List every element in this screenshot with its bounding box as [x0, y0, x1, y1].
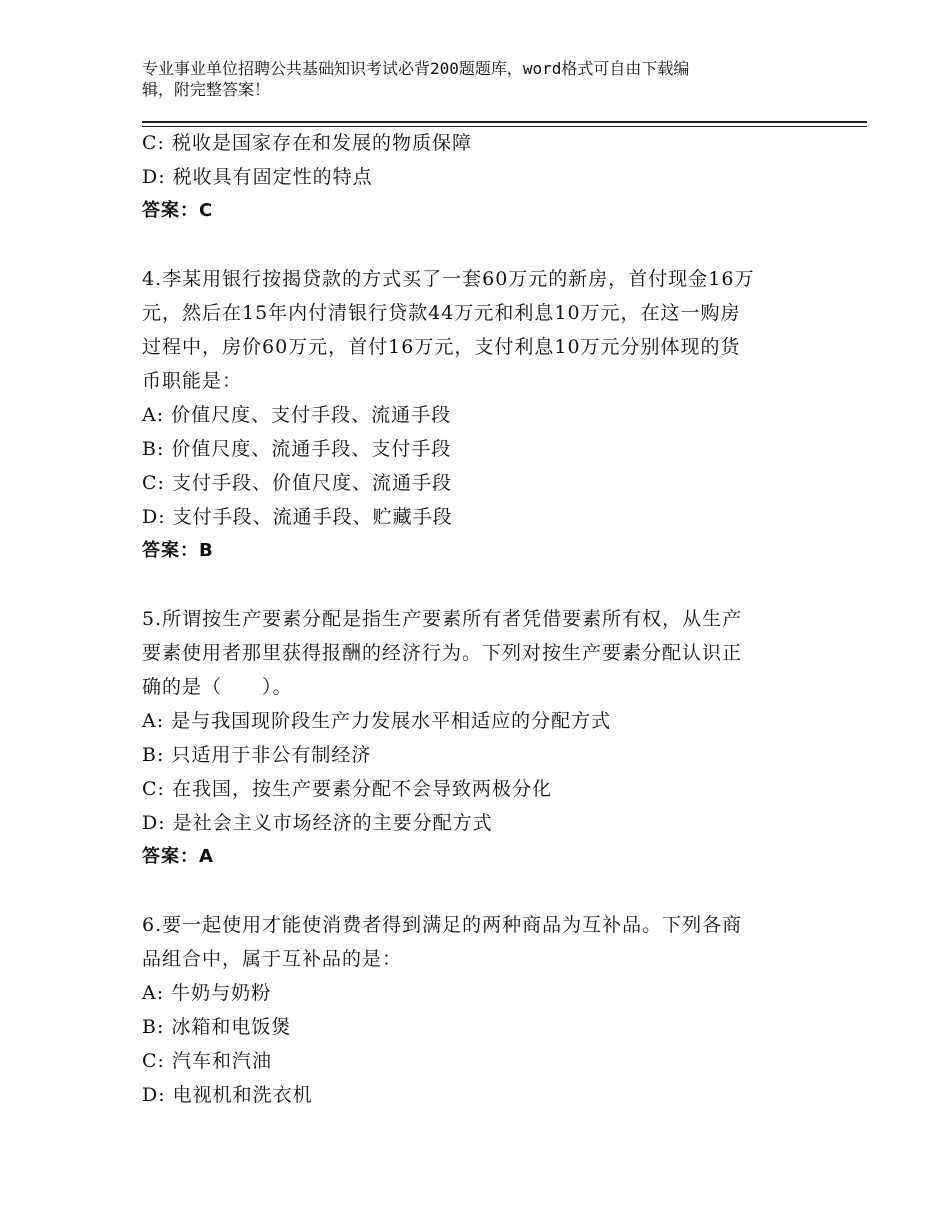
- q4-option-c: C: 支付手段、价值尺度、流通手段: [142, 472, 452, 494]
- q5-option-b: B: 只适用于非公有制经济: [142, 744, 372, 766]
- q5-stem-line: 要素使用者那里获得报酬的经济行为。下列对按生产要素分配认识正: [142, 642, 743, 664]
- header-line-2: 辑，附完整答案！: [142, 80, 271, 99]
- q6-option-c: C: 汽车和汽油: [142, 1050, 272, 1072]
- q5-option-c: C: 在我国，按生产要素分配不会导致两极分化: [142, 778, 552, 800]
- q4-option-d: D: 支付手段、流通手段、贮藏手段: [142, 506, 453, 528]
- spacer: [142, 228, 822, 262]
- spacer: [142, 874, 822, 908]
- spacer: [142, 568, 822, 602]
- header-line-1: 专业事业单位招聘公共基础知识考试必背200题题库，word格式可自由下载编: [142, 59, 690, 78]
- q6-stem-line: 品组合中，属于互补品的是：: [142, 948, 403, 970]
- q6-option-b: B: 冰箱和电饭煲: [142, 1016, 292, 1038]
- q6-option-d: D: 电视机和洗衣机: [142, 1084, 313, 1106]
- header-divider-thick: [142, 121, 867, 123]
- q4-stem-line: 币职能是：: [142, 370, 243, 392]
- q5-stem-line: 确的是（ ）。: [142, 676, 293, 698]
- q4-option-b: B: 价值尺度、流通手段、支付手段: [142, 438, 452, 460]
- q5-stem-line: 5.所谓按生产要素分配是指生产要素所有者凭借要素所有权，从生产: [142, 608, 743, 630]
- q5-answer: 答案：A: [142, 846, 214, 867]
- q3-option-d: D: 税收具有固定性的特点: [142, 166, 373, 188]
- question-4: [142, 262, 822, 568]
- question-3: [142, 126, 822, 228]
- document-body: [142, 126, 822, 1112]
- q4-stem-line: 过程中，房价60万元，首付16万元，支付利息10万元分别体现的货: [142, 336, 741, 358]
- q6-option-a: A: 牛奶与奶粉: [142, 982, 272, 1004]
- q4-stem-line: 元，然后在15年内付清银行贷款44万元和利息10万元，在这一购房: [142, 302, 741, 324]
- question-5: [142, 602, 822, 874]
- document-header: [142, 58, 782, 100]
- q5-option-d: D: 是社会主义市场经济的主要分配方式: [142, 812, 493, 834]
- q6-stem-line: 6.要一起使用才能使消费者得到满足的两种商品为互补品。下列各商: [142, 914, 743, 936]
- q5-option-a: A: 是与我国现阶段生产力发展水平相适应的分配方式: [142, 710, 612, 732]
- q4-stem-line: 4.李某用银行按揭贷款的方式买了一套60万元的新房，首付现金16万: [142, 268, 755, 290]
- q3-option-c: C: 税收是国家存在和发展的物质保障: [142, 132, 472, 154]
- question-6: [142, 908, 822, 1112]
- q4-answer: 答案：B: [142, 540, 214, 561]
- q4-option-a: A: 价值尺度、支付手段、流通手段: [142, 404, 452, 426]
- q3-answer: 答案：C: [142, 200, 214, 221]
